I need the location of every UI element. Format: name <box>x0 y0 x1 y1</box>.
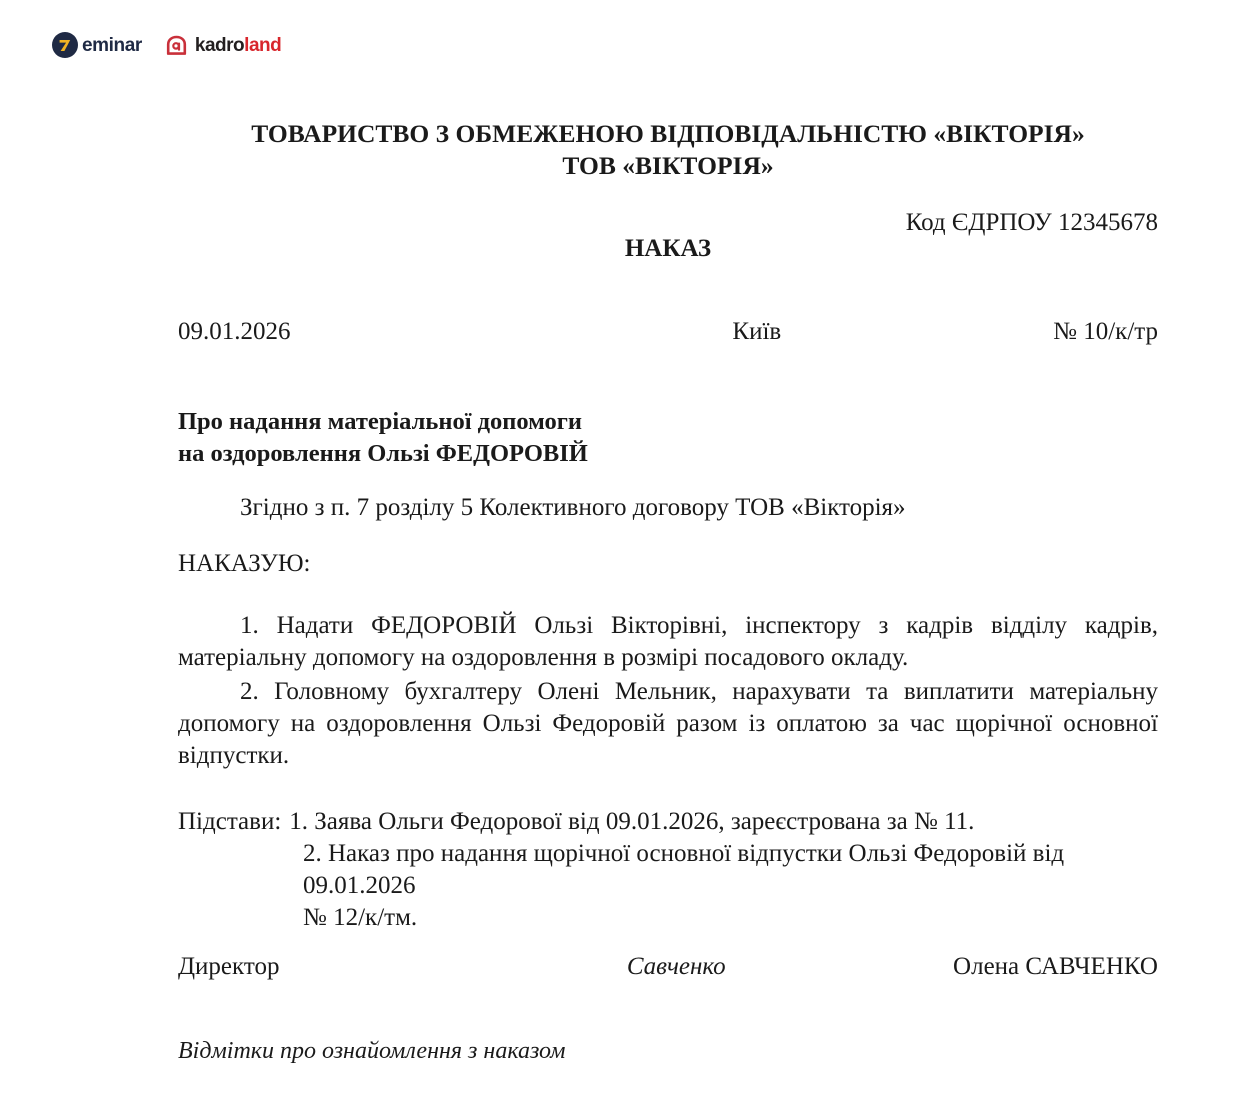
kadroland-logo[interactable] <box>164 33 281 58</box>
edrpou-code: Код ЄДРПОУ 12345678 <box>905 209 1158 236</box>
signature-block <box>178 952 1158 983</box>
grounds-item-continuation: № 12/к/тм. <box>303 904 418 931</box>
brand-logo-bar <box>52 32 281 58</box>
order-clause: 2. Головному бухгалтеру Олені Мельник, нарахувати та виплатити матеріальну допомогу на оздоровлення Ользі Федоровій разом із оплатою за час щорічної основної відпустки. <box>178 678 1158 769</box>
signatory-name: Олена САВЧЕНКО <box>953 953 1158 980</box>
document-subject-line2: на оздоровлення Ользі ФЕДОРОВІЙ <box>178 439 588 467</box>
order-clause: 1. Надати ФЕДОРОВІЙ Ользі Вікторівні, інспектору з кадрів відділу кадрів, матеріальну допомогу на оздоровлення в розмірі посадового окладу. <box>178 612 1158 671</box>
kadroland-house-icon <box>164 33 189 58</box>
grounds-item: 1. Заява Ольги Федорової від 09.01.2026, зареєстрована за № 11. <box>289 808 975 835</box>
document-date: 09.01.2026 <box>178 318 291 345</box>
grounds-label: Підстави: <box>178 808 282 835</box>
order-clauses <box>178 610 1158 772</box>
acknowledgement-note: Відмітки про ознайомлення з наказом <box>178 1038 566 1064</box>
document-place: Київ <box>732 318 782 345</box>
organization-title <box>178 118 1158 182</box>
grounds-item-text: 2. Наказ про надання щорічної основної відпустки Ользі Федоровій від 09.01.2026 <box>303 840 1065 899</box>
organization-title-line1: ТОВАРИСТВО З ОБМЕЖЕНОЮ ВІДПОВІДАЛЬНІСТЮ «ВІКТОРІЯ» <box>251 119 1085 148</box>
document-preamble: Згідно з п. 7 розділу 5 Колективного договору ТОВ «Вікторія» <box>240 494 906 521</box>
document-meta-row <box>178 317 1158 348</box>
grounds-first-row <box>178 806 1163 838</box>
command-heading: НАКАЗУЮ: <box>178 550 311 577</box>
organization-title-line2: ТОВ «ВІКТОРІЯ» <box>562 150 774 180</box>
zeminar-wordmark: eminar <box>82 34 142 56</box>
kadroland-wordmark-red: land <box>244 34 282 56</box>
document-type-heading: НАКАЗ <box>624 235 712 262</box>
zeminar-circle-seven-icon <box>52 32 78 58</box>
zeminar-logo[interactable] <box>52 32 142 58</box>
document-subject <box>178 406 878 470</box>
document-subject-line1: Про надання матеріальної допомоги <box>178 408 583 435</box>
handwritten-signature: Савченко <box>626 953 726 980</box>
document-number: № 10/к/тр <box>1053 318 1158 345</box>
grounds-section <box>178 806 1163 934</box>
signatory-role: Директор <box>178 953 280 980</box>
kadroland-wordmark-dark: kadro <box>194 34 245 56</box>
grounds-item <box>178 838 1163 934</box>
kadroland-wordmark <box>195 36 281 55</box>
